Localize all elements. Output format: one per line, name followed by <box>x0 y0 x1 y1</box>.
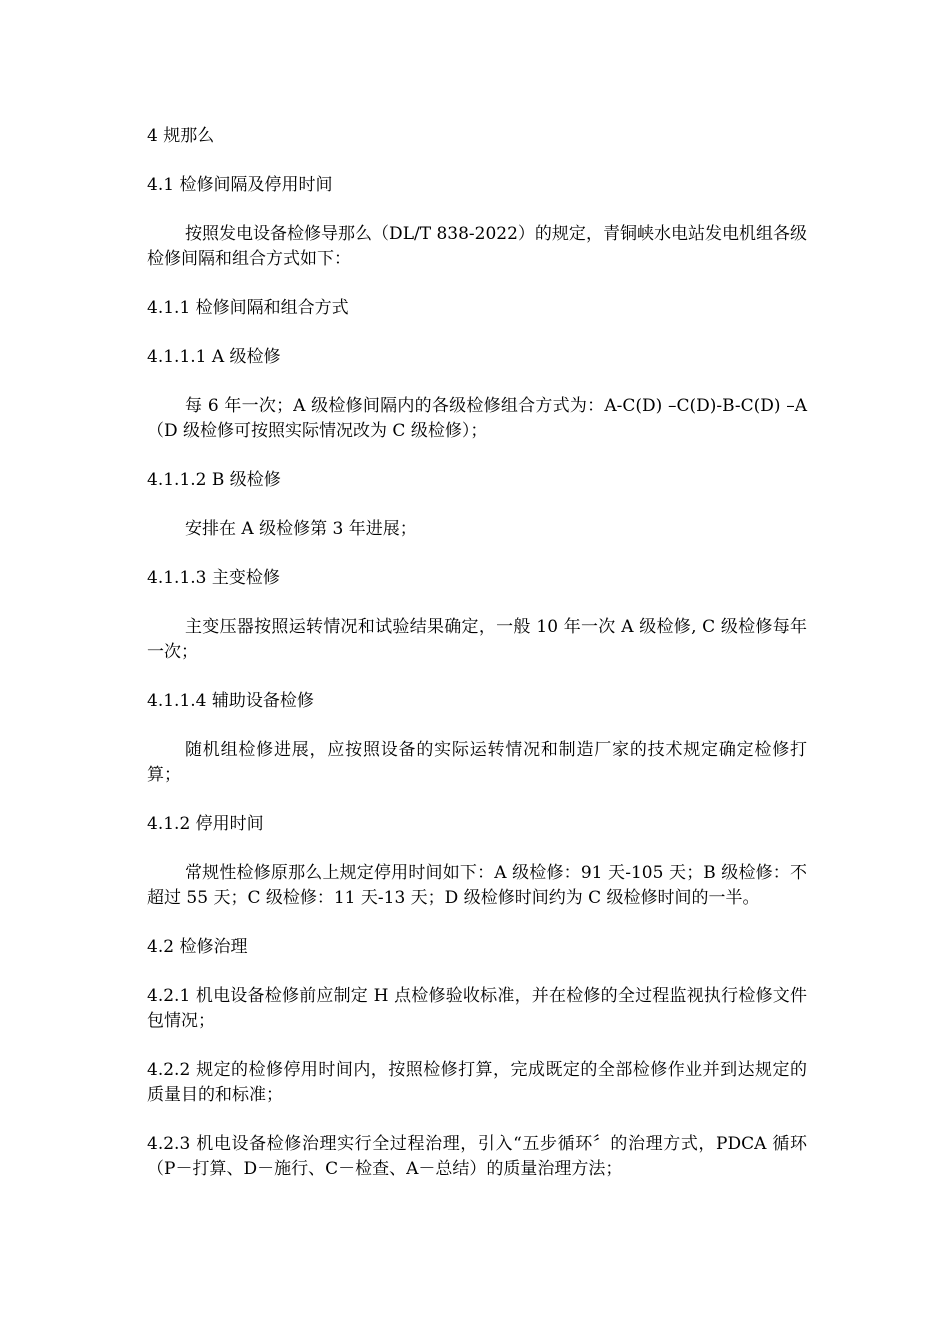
section-heading-4-1-1-4: 4.1.1.4 辅助设备检修 <box>147 691 314 711</box>
body-paragraph-b-level: 安排在 A 级检修第 3 年进展； <box>185 519 417 539</box>
section-heading-4-1-1-2: 4.1.1.2 B 级检修 <box>147 470 281 490</box>
clause-4-2-1: 4.2.1 机电设备检修前应制定 H 点检修验收标准，并在检修的全过程监视执行检修文件包情况； <box>147 986 807 1031</box>
clause-4-2-3: 4.2.3 机电设备检修治理实行全过程治理，引入“五步循环〞的治理方式，PDCA 循环（P－打算、D－施行、C－检查、A－总结）的质量治理方法； <box>147 1134 807 1179</box>
body-paragraph-4-1: 按照发电设备检修导那么（DL/T 838-2022）的规定，青铜峡水电站发电机组各级检修间隔和组合方式如下： <box>147 224 807 269</box>
clause-4-2-2: 4.2.2 规定的检修停用时间内，按照检修打算，完成既定的全部检修作业并到达规定的质量目的和标准； <box>147 1060 807 1105</box>
section-heading-4-1-1: 4.1.1 检修间隔和组合方式 <box>147 298 349 318</box>
section-heading-4-2: 4.2 检修治理 <box>147 937 248 957</box>
section-heading-4-1-1-3: 4.1.1.3 主变检修 <box>147 568 280 588</box>
body-paragraph-auxiliary: 随机组检修进展，应按照设备的实际运转情况和制造厂家的技术规定确定检修打算； <box>147 740 807 785</box>
body-paragraph-a-level: 每 6 年一次；A 级检修间隔内的各级检修组合方式为：A-C(D) –C(D)-B-C(D) –A （D 级检修可按照实际情况改为 C 级检修）； <box>147 396 807 441</box>
section-heading-4-1-2: 4.1.2 停用时间 <box>147 814 264 834</box>
section-heading-4-1: 4.1 检修间隔及停用时间 <box>147 175 333 195</box>
section-heading-4-1-1-1: 4.1.1.1 A 级检修 <box>147 347 281 367</box>
section-heading-4: 4 规那么 <box>147 126 215 146</box>
body-paragraph-main-transformer: 主变压器按照运转情况和试验结果确定，一般 10 年一次 A 级检修, C 级检修每年一次； <box>147 617 807 662</box>
document-page <box>147 124 807 1206</box>
body-paragraph-outage-time: 常规性检修原那么上规定停用时间如下：A 级检修：91 天-105 天；B 级检修：不超过 55 天；C 级检修：11 天-13 天；D 级检修时间约为 C 级检修时间的一半。 <box>147 863 807 908</box>
